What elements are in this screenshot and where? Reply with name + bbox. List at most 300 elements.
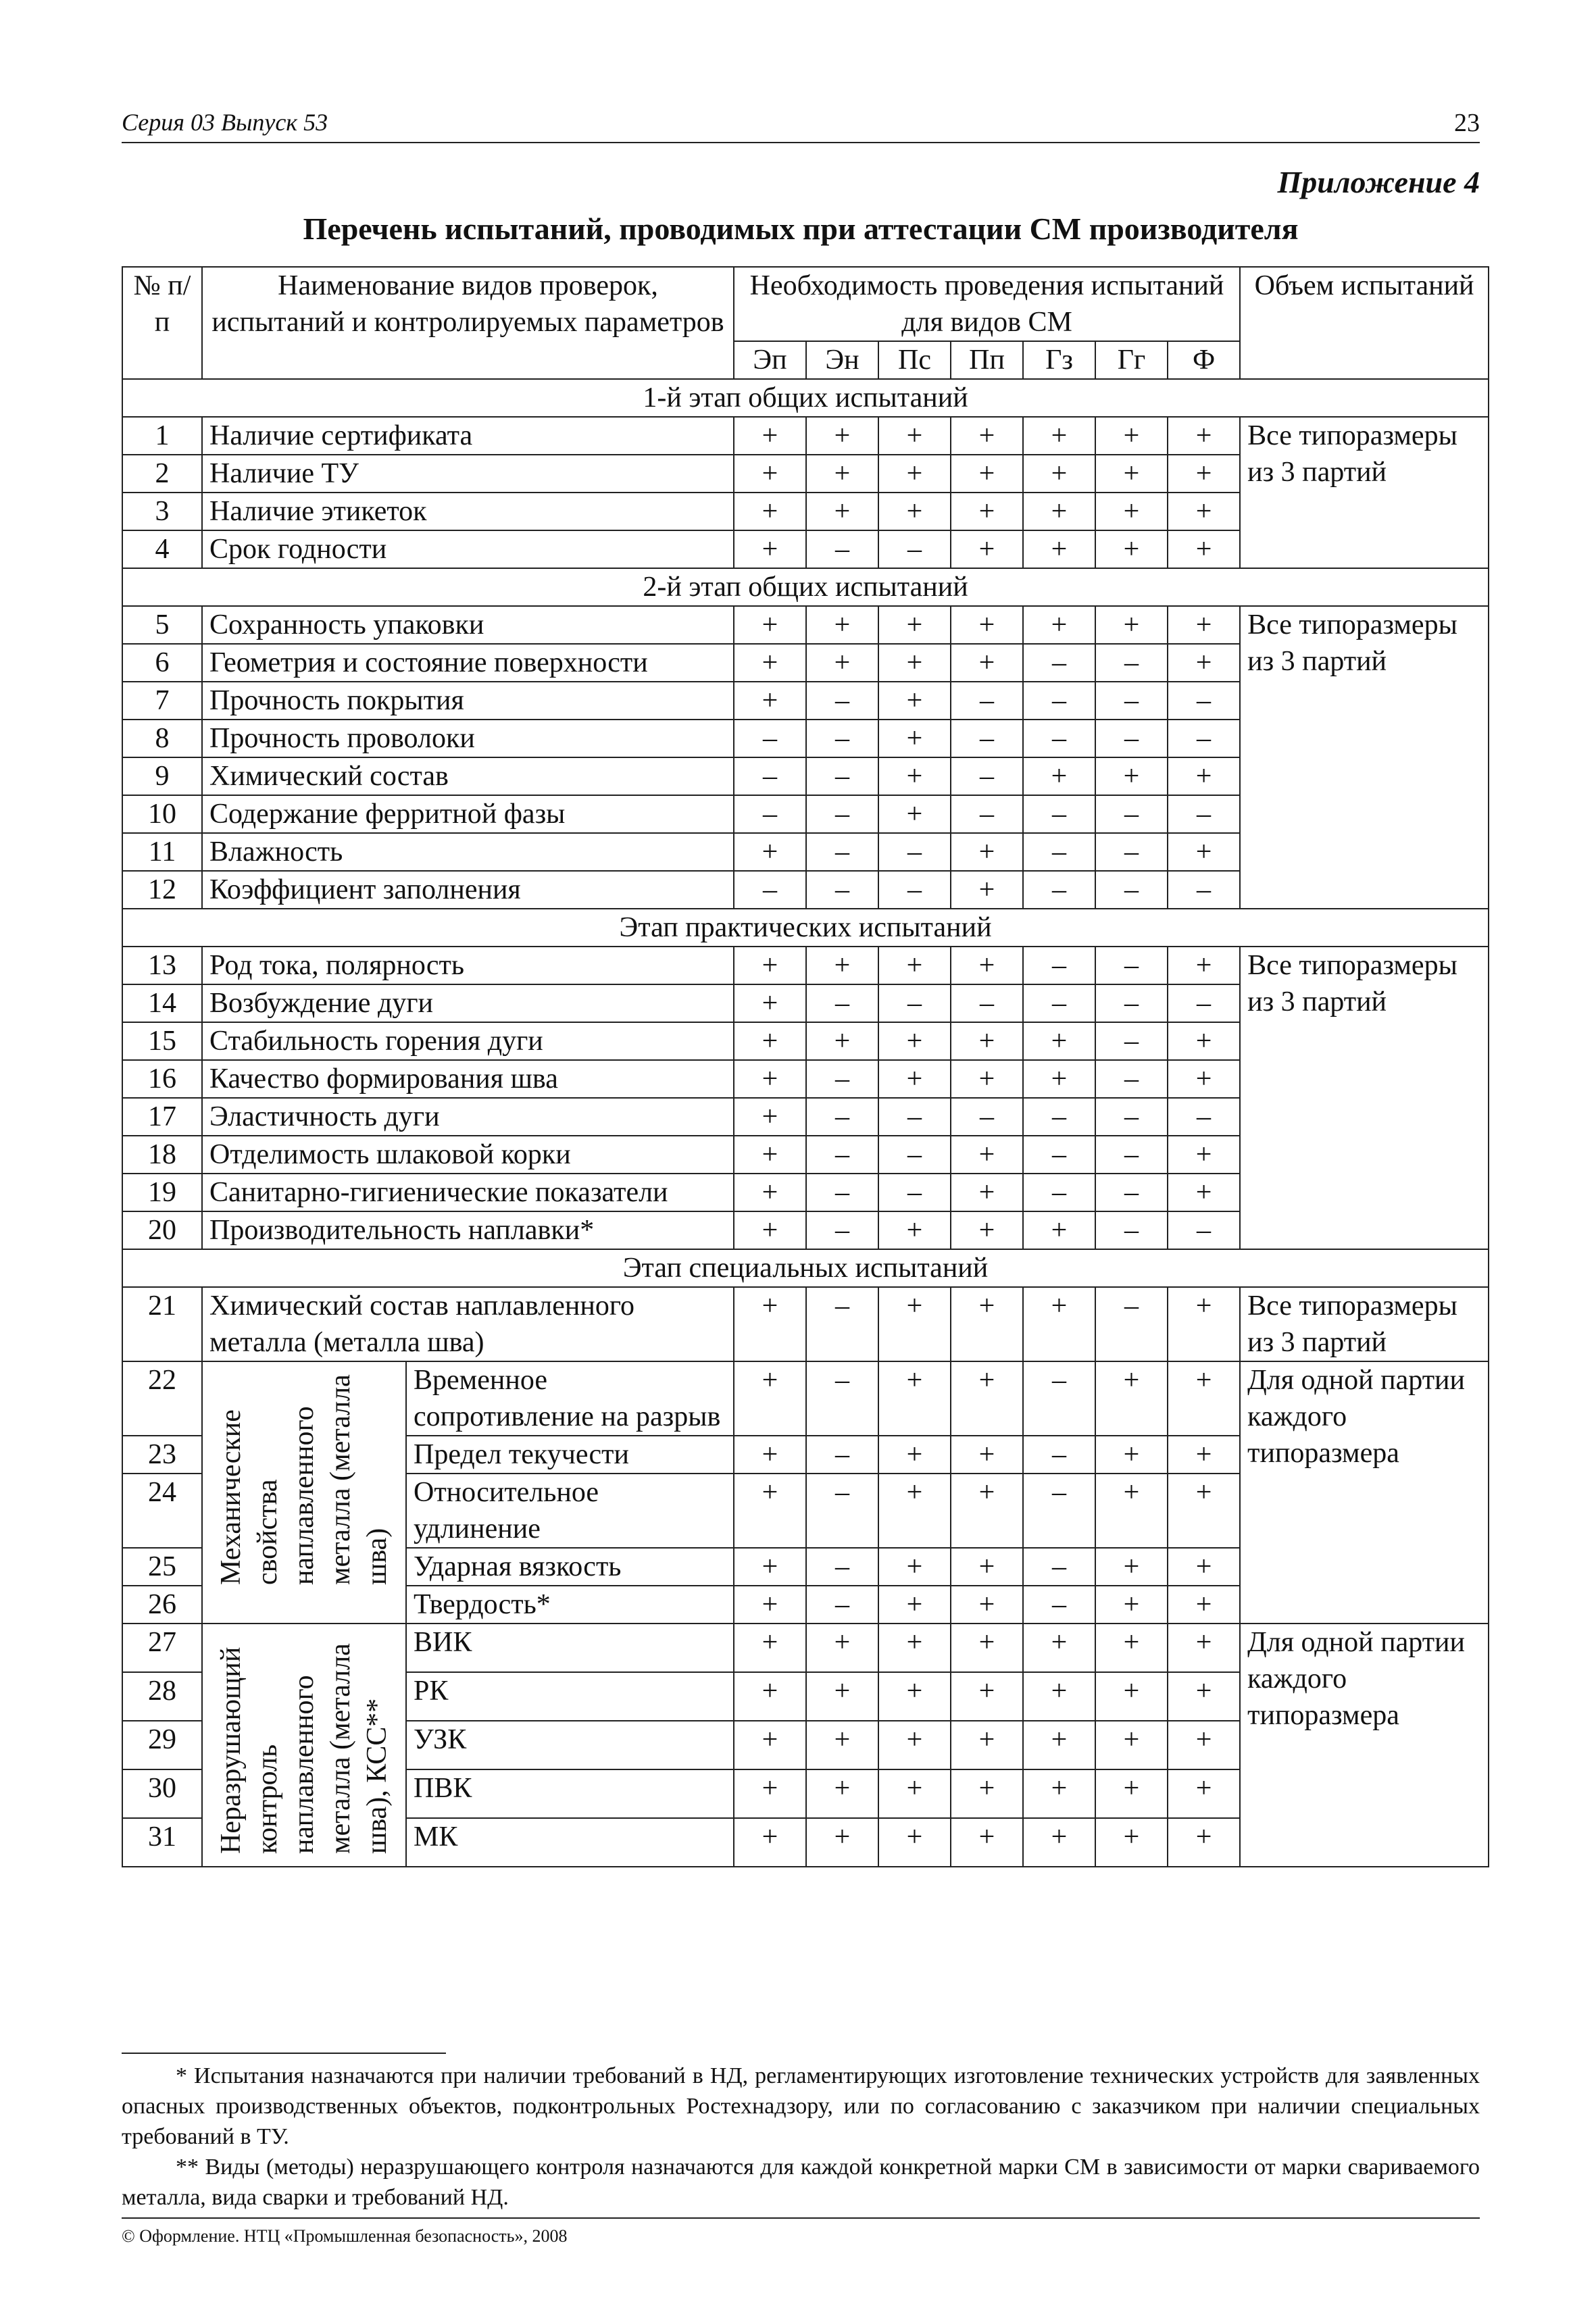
mark-cell: + (1095, 455, 1168, 493)
mark-cell: – (806, 795, 878, 833)
mark-cell: + (878, 1624, 951, 1672)
mark-cell: + (1023, 1721, 1095, 1769)
mark-cell: – (806, 720, 878, 757)
ndt-group-label (202, 1624, 406, 1867)
mark-cell: + (951, 947, 1023, 984)
mark-cell: + (1095, 757, 1168, 795)
mark-cell: + (951, 1022, 1023, 1060)
row-number: 18 (122, 1136, 202, 1174)
mark-cell: – (806, 1287, 878, 1361)
mark-cell: + (734, 1022, 806, 1060)
row-number: 22 (122, 1361, 202, 1436)
tests-table (122, 266, 1489, 1867)
mark-cell: + (1095, 606, 1168, 644)
row-number: 1 (122, 417, 202, 455)
row-number: 2 (122, 455, 202, 493)
mark-cell: – (1168, 871, 1240, 909)
mark-cell: + (734, 1361, 806, 1436)
mark-cell: + (1168, 1548, 1240, 1586)
row-name: Возбуждение дуги (202, 984, 734, 1022)
footnotes (122, 2061, 1480, 2213)
mark-cell: + (734, 606, 806, 644)
mark-cell: + (951, 644, 1023, 682)
mark-cell: + (1023, 1287, 1095, 1361)
mark-cell: + (806, 1818, 878, 1867)
mark-cell: + (878, 1818, 951, 1867)
mark-cell: – (1095, 833, 1168, 871)
mark-cell: – (1023, 871, 1095, 909)
mark-cell: – (806, 1098, 878, 1136)
stage-row (122, 379, 1489, 417)
mark-cell: + (1023, 530, 1095, 568)
mark-cell: + (878, 682, 951, 720)
row-number: 9 (122, 757, 202, 795)
mark-cell: – (806, 1474, 878, 1548)
row-number: 21 (122, 1287, 202, 1361)
row-number: 17 (122, 1098, 202, 1136)
mark-cell: + (1023, 1022, 1095, 1060)
mark-cell: + (951, 530, 1023, 568)
mark-cell: – (878, 871, 951, 909)
row-name: Химический состав (202, 757, 734, 795)
mark-cell: + (734, 1136, 806, 1174)
mark-cell: + (734, 1098, 806, 1136)
mark-cell: – (1168, 720, 1240, 757)
mark-cell: + (734, 1721, 806, 1769)
mark-cell: – (1095, 1098, 1168, 1136)
mark-cell: + (951, 1287, 1023, 1361)
mark-cell: + (951, 1361, 1023, 1436)
mark-cell: + (951, 833, 1023, 871)
mark-cell: + (1023, 417, 1095, 455)
mark-cell: + (1023, 1211, 1095, 1249)
row-number: 10 (122, 795, 202, 833)
mark-cell: + (806, 455, 878, 493)
mark-cell: + (1095, 530, 1168, 568)
row-number: 30 (122, 1769, 202, 1818)
mark-cell: – (1023, 1098, 1095, 1136)
mark-cell: + (878, 1287, 951, 1361)
row-name: Прочность покрытия (202, 682, 734, 720)
mark-cell: + (878, 1769, 951, 1818)
mark-cell: + (1095, 1624, 1168, 1672)
col-need-header: Необходимость проведения испытаний для видов СМ (734, 267, 1240, 341)
mark-cell: – (806, 1136, 878, 1174)
appendix-label: Приложение 4 (1277, 165, 1480, 199)
mark-cell: + (1095, 1672, 1168, 1721)
mark-cell: + (806, 1624, 878, 1672)
mark-cell: – (1095, 947, 1168, 984)
row-name: Санитарно-гигиенические показатели (202, 1174, 734, 1211)
stage-row (122, 568, 1489, 606)
row-name: ПВК (406, 1769, 734, 1818)
mark-cell: – (1168, 984, 1240, 1022)
mark-cell: – (806, 1548, 878, 1586)
type-header: Гз (1023, 341, 1095, 379)
mark-cell: – (951, 795, 1023, 833)
mark-cell: + (878, 1474, 951, 1548)
row-name: Срок годности (202, 530, 734, 568)
mark-cell: – (1095, 1136, 1168, 1174)
stage-title: Этап практических испытаний (122, 909, 1489, 947)
mark-cell: + (951, 1136, 1023, 1174)
mark-cell: + (951, 1174, 1023, 1211)
mark-cell: + (951, 417, 1023, 455)
mark-cell: + (1168, 1769, 1240, 1818)
row-name: Производительность наплавки* (202, 1211, 734, 1249)
row-number: 29 (122, 1721, 202, 1769)
mark-cell: – (951, 984, 1023, 1022)
mark-cell: – (1095, 1287, 1168, 1361)
header-row (122, 267, 1489, 341)
mark-cell: + (1168, 1287, 1240, 1361)
mark-cell: + (1095, 1586, 1168, 1624)
mark-cell: + (806, 1769, 878, 1818)
mark-cell: + (878, 1022, 951, 1060)
mark-cell: – (878, 1174, 951, 1211)
volume-cell: Все типоразмеры из 3 партий (1240, 1287, 1489, 1361)
volume-cell: Все типоразмеры из 3 партий (1240, 606, 1489, 909)
mark-cell: – (806, 530, 878, 568)
mark-cell: + (1023, 455, 1095, 493)
row-number: 7 (122, 682, 202, 720)
mark-cell: + (1168, 1586, 1240, 1624)
row-number: 31 (122, 1818, 202, 1867)
mark-cell: + (878, 1672, 951, 1721)
mark-cell: + (1095, 1818, 1168, 1867)
mark-cell: + (951, 1060, 1023, 1098)
mark-cell: + (1095, 1769, 1168, 1818)
mark-cell: + (1168, 1060, 1240, 1098)
mark-cell: + (806, 1022, 878, 1060)
mark-cell: – (878, 530, 951, 568)
table-row (122, 1287, 1489, 1361)
row-name: Ударная вязкость (406, 1548, 734, 1586)
row-name: Прочность проволоки (202, 720, 734, 757)
mark-cell: – (806, 871, 878, 909)
mark-cell: + (1168, 1022, 1240, 1060)
mark-cell: + (1168, 1624, 1240, 1672)
mark-cell: + (951, 1586, 1023, 1624)
row-number: 15 (122, 1022, 202, 1060)
mark-cell: + (1095, 493, 1168, 530)
volume-cell: Все типоразмеры из 3 партий (1240, 947, 1489, 1249)
mark-cell: – (1023, 1548, 1095, 1586)
mark-cell: + (878, 720, 951, 757)
mark-cell: + (1095, 1548, 1168, 1586)
volume-cell: Для одной партии каждого типоразмера (1240, 1624, 1489, 1867)
mark-cell: + (1168, 493, 1240, 530)
row-name: Наличие ТУ (202, 455, 734, 493)
mark-cell: – (1095, 984, 1168, 1022)
mark-cell: + (1023, 606, 1095, 644)
type-header: Эп (734, 341, 806, 379)
volume-cell: Для одной партии каждого типоразмера (1240, 1361, 1489, 1624)
stage-row (122, 909, 1489, 947)
mark-cell: – (1168, 1098, 1240, 1136)
row-name: РК (406, 1672, 734, 1721)
row-number: 6 (122, 644, 202, 682)
mark-cell: + (951, 1769, 1023, 1818)
mark-cell: – (1023, 1436, 1095, 1474)
mech-group-label (202, 1361, 406, 1624)
row-number: 19 (122, 1174, 202, 1211)
row-name: Временное сопротивление на разрыв (406, 1361, 734, 1436)
mark-cell: + (1168, 833, 1240, 871)
row-number: 8 (122, 720, 202, 757)
mark-cell: – (878, 1098, 951, 1136)
mark-cell: + (1168, 1436, 1240, 1474)
mark-cell: + (1168, 1474, 1240, 1548)
mark-cell: – (951, 1098, 1023, 1136)
mark-cell: + (951, 1211, 1023, 1249)
row-number: 11 (122, 833, 202, 871)
mark-cell: + (734, 455, 806, 493)
mark-cell: – (1023, 720, 1095, 757)
mark-cell: + (951, 1436, 1023, 1474)
mark-cell: – (1023, 833, 1095, 871)
mark-cell: + (1023, 493, 1095, 530)
mark-cell: + (878, 1721, 951, 1769)
row-name: Влажность (202, 833, 734, 871)
mark-cell: + (878, 455, 951, 493)
mark-cell: + (1095, 1721, 1168, 1769)
mark-cell: + (806, 417, 878, 455)
row-name: Содержание ферритной фазы (202, 795, 734, 833)
mark-cell: – (734, 720, 806, 757)
mark-cell: + (1095, 1436, 1168, 1474)
mark-cell: + (734, 1769, 806, 1818)
mark-cell: + (1168, 1361, 1240, 1436)
mark-cell: + (806, 493, 878, 530)
row-number: 20 (122, 1211, 202, 1249)
mark-cell: + (878, 1211, 951, 1249)
row-number: 28 (122, 1672, 202, 1721)
mark-cell: + (878, 757, 951, 795)
copyright: © Оформление. НТЦ «Промышленная безопасность», 2008 (122, 2226, 568, 2246)
row-name: Твердость* (406, 1586, 734, 1624)
mark-cell: + (806, 1721, 878, 1769)
mark-cell: – (734, 871, 806, 909)
footnote: ** Виды (методы) неразрушающего контроля назначаются для каждой конкретной марки СМ в зависимости от марки свариваемого металла, вида сварки и требований НД. (122, 2155, 1480, 2210)
mark-cell: + (734, 644, 806, 682)
row-name: Наличие этикеток (202, 493, 734, 530)
mark-cell: + (1168, 455, 1240, 493)
row-number: 23 (122, 1436, 202, 1474)
mark-cell: – (1023, 947, 1095, 984)
mark-cell: – (806, 1586, 878, 1624)
mark-cell: + (734, 1818, 806, 1867)
series-label: Серия 03 Выпуск 53 (122, 109, 328, 136)
mark-cell: + (734, 1436, 806, 1474)
mark-cell: + (951, 1721, 1023, 1769)
col-name-header: Наименование видов проверок, испытаний и контролируемых параметров (202, 267, 734, 379)
mark-cell: – (806, 1060, 878, 1098)
type-header: Эн (806, 341, 878, 379)
mark-cell: + (734, 1624, 806, 1672)
group-label-text: Неразрушающий контроль наплавленного металла (металла шва), КСС** (216, 1643, 393, 1854)
mark-cell: + (1095, 1361, 1168, 1436)
mark-cell: – (806, 1174, 878, 1211)
mark-cell: + (951, 493, 1023, 530)
mark-cell: – (1023, 984, 1095, 1022)
mark-cell: – (734, 795, 806, 833)
mark-cell: + (1023, 1672, 1095, 1721)
mark-cell: + (1168, 530, 1240, 568)
mark-cell: + (878, 606, 951, 644)
row-name: Наличие сертификата (202, 417, 734, 455)
mark-cell: + (1095, 417, 1168, 455)
mark-cell: – (806, 984, 878, 1022)
row-name: Предел текучести (406, 1436, 734, 1474)
footnote: * Испытания назначаются при наличии требований в НД, регламентирующих изготовление технических устройств для заявленных опасных производственных объектов, подконтрольных Ростехнадзору, или по согласованию с заказчиком при наличии специальных требований в ТУ. (122, 2063, 1480, 2149)
mark-cell: + (734, 1548, 806, 1586)
mark-cell: + (951, 606, 1023, 644)
mark-cell: – (1095, 644, 1168, 682)
group-label-text: Механические свойства наплавленного металла (металла шва) (216, 1374, 393, 1585)
mark-cell: + (734, 833, 806, 871)
mark-cell: – (1168, 795, 1240, 833)
row-name: Качество формирования шва (202, 1060, 734, 1098)
mark-cell: + (951, 1818, 1023, 1867)
row-number: 5 (122, 606, 202, 644)
mark-cell: + (734, 1586, 806, 1624)
mark-cell: + (1023, 1060, 1095, 1098)
type-header: Пс (878, 341, 951, 379)
mark-cell: + (878, 1586, 951, 1624)
row-number: 25 (122, 1548, 202, 1586)
footer-divider (122, 2217, 1480, 2219)
mark-cell: + (734, 947, 806, 984)
table-row (122, 1361, 1489, 1436)
page-number: 23 (1454, 109, 1480, 137)
row-number: 26 (122, 1586, 202, 1624)
mark-cell: – (1023, 1474, 1095, 1548)
mark-cell: + (878, 644, 951, 682)
stage-row (122, 1249, 1489, 1287)
footnote-divider (122, 2053, 446, 2054)
mark-cell: – (1095, 1060, 1168, 1098)
mark-cell: – (806, 833, 878, 871)
row-name: Отделимость шлаковой корки (202, 1136, 734, 1174)
mark-cell: + (1023, 757, 1095, 795)
mark-cell: + (1168, 947, 1240, 984)
type-header: Ф (1168, 341, 1240, 379)
row-name: Геометрия и состояние поверхности (202, 644, 734, 682)
mark-cell: + (1168, 1818, 1240, 1867)
mark-cell: + (951, 1672, 1023, 1721)
row-name: Род тока, полярность (202, 947, 734, 984)
mark-cell: – (951, 682, 1023, 720)
col-volume-header: Объем испытаний (1240, 267, 1489, 379)
mark-cell: + (951, 871, 1023, 909)
row-name: Коэффициент заполнения (202, 871, 734, 909)
mark-cell: + (1023, 1624, 1095, 1672)
mark-cell: + (734, 1060, 806, 1098)
mark-cell: + (734, 417, 806, 455)
mark-cell: + (734, 1174, 806, 1211)
stage-title: 1-й этап общих испытаний (122, 379, 1489, 417)
row-number: 4 (122, 530, 202, 568)
row-number: 14 (122, 984, 202, 1022)
mark-cell: + (734, 1287, 806, 1361)
mark-cell: – (1023, 1174, 1095, 1211)
mark-cell: + (1095, 1474, 1168, 1548)
row-name: Сохранность упаковки (202, 606, 734, 644)
mark-cell: + (734, 682, 806, 720)
mark-cell: + (1023, 1818, 1095, 1867)
mark-cell: + (878, 493, 951, 530)
page-header (122, 107, 1480, 143)
mark-cell: – (1095, 1211, 1168, 1249)
row-name: Относительное удлинение (406, 1474, 734, 1548)
mark-cell: + (734, 1474, 806, 1548)
table-row (122, 1624, 1489, 1672)
mark-cell: + (734, 1672, 806, 1721)
row-name: МК (406, 1818, 734, 1867)
mark-cell: – (1168, 1211, 1240, 1249)
mark-cell: – (1023, 795, 1095, 833)
mark-cell: – (734, 757, 806, 795)
mark-cell: – (951, 757, 1023, 795)
mark-cell: – (1095, 720, 1168, 757)
mark-cell: – (1023, 1586, 1095, 1624)
mark-cell: + (734, 493, 806, 530)
mark-cell: – (1168, 682, 1240, 720)
mark-cell: + (1168, 644, 1240, 682)
mark-cell: + (1168, 757, 1240, 795)
mark-cell: + (734, 1211, 806, 1249)
mark-cell: – (806, 682, 878, 720)
mark-cell: + (734, 984, 806, 1022)
mark-cell: – (951, 720, 1023, 757)
row-number: 16 (122, 1060, 202, 1098)
mark-cell: + (878, 1060, 951, 1098)
mark-cell: + (878, 417, 951, 455)
mark-cell: – (1023, 682, 1095, 720)
mark-cell: – (878, 984, 951, 1022)
mark-cell: + (951, 455, 1023, 493)
mark-cell: + (878, 947, 951, 984)
mark-cell: + (1168, 417, 1240, 455)
mark-cell: + (806, 947, 878, 984)
mark-cell: + (951, 1624, 1023, 1672)
mark-cell: + (878, 1361, 951, 1436)
row-name: Химический состав наплавленного металла (металла шва) (202, 1287, 734, 1361)
page-title: Перечень испытаний, проводимых при аттестации СМ производителя (303, 211, 1299, 246)
row-name: ВИК (406, 1624, 734, 1672)
mark-cell: + (734, 530, 806, 568)
row-number: 27 (122, 1624, 202, 1672)
mark-cell: + (1168, 1672, 1240, 1721)
mark-cell: + (806, 1672, 878, 1721)
table-row (122, 606, 1489, 644)
row-number: 24 (122, 1474, 202, 1548)
mark-cell: – (1095, 1022, 1168, 1060)
mark-cell: + (1168, 1136, 1240, 1174)
mark-cell: – (1023, 644, 1095, 682)
mark-cell: – (1095, 795, 1168, 833)
table-body (122, 267, 1489, 1867)
mark-cell: – (1095, 871, 1168, 909)
type-header: Пп (951, 341, 1023, 379)
type-header: Гг (1095, 341, 1168, 379)
mark-cell: + (1168, 606, 1240, 644)
mark-cell: – (1023, 1361, 1095, 1436)
stage-title: 2-й этап общих испытаний (122, 568, 1489, 606)
table-row (122, 417, 1489, 455)
mark-cell: – (1095, 1174, 1168, 1211)
